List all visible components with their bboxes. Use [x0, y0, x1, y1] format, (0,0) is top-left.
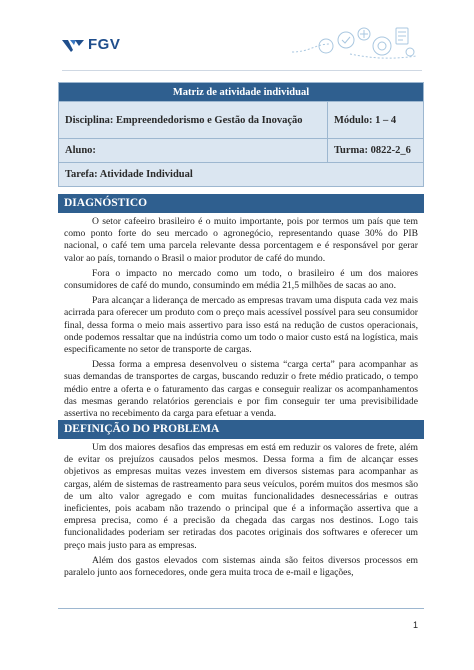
student-field: Aluno:: [59, 139, 328, 163]
problema-paragraph: Um dos maiores desafios das empresas em está em reduzir os valores de frete, além de evitar os prejuízos causados pelos mesmos. Dessa forma a fim de alcançar esses objetivos as empresas muitas vezes investem em diversos sistemas para acompanhar as cargas, além de sistemas de rastreamento para seus veículos, porém muitos dos mesmos são de um alto valor agregado e com muitas funcionalidades desnecessárias e outras ineficientes, pois acabam não trazendo o principal que é a informação assertiva que a empresa precisa, como é a precisão da chegada das cargas nos destinos. Logo tais funcionalidades poderiam ser retiradas dos pacotes originais dos softwares e oferecer um preço mais justo para as empresas.: [64, 442, 418, 551]
module-field: Módulo: 1 – 4: [328, 102, 424, 139]
problema-body: [64, 442, 418, 582]
problema-paragraph: Além dos gastos elevados com sistemas ainda são feitos diversos processos em paralelo junto aos fornecedores, onde gera muita troca de e-mail e ligações,: [64, 554, 418, 579]
page-header: [0, 0, 474, 70]
fgv-logo: [62, 36, 120, 53]
diagnostico-paragraph: O setor cafeeiro brasileiro é o muito importante, pois por termos um país que tem como ponto forte do seu mercado o agronegócio, representando quase 30% do PIB nacional, o café tem uma parcela relevante dessa porcentagem e é responsável por gerar valor ao país, tornando o Brasil o maior produtor de café do mundo.: [64, 216, 418, 264]
page-number: 1: [413, 620, 419, 630]
task-row: [59, 163, 424, 187]
table-title: Matriz de atividade individual: [59, 83, 424, 102]
decorative-icons-illustration: [290, 18, 420, 68]
diagnostico-paragraph: Para alcançar a liderança de mercado as empresas travam uma disputa cada vez mais acirrada para oferecer um produto com o preço mais acessível possível para seu consumidor final, dessa forma o meio mais assertivo para isso está na redução de custos operacionais, onde podemos ressaltar que na indústria como um todo o maior custo está na logística, mais especificamente no setor de transporte de cargas.: [64, 295, 418, 356]
diagnostico-heading: DIAGNÓSTICO: [58, 194, 424, 213]
problema-heading: DEFINIÇÃO DO PROBLEMA: [58, 420, 424, 439]
student-row: [59, 139, 424, 163]
header-divider: [62, 70, 422, 71]
logo-text: FGV: [88, 36, 121, 53]
activity-matrix-table: [58, 82, 424, 187]
footer-divider: [58, 608, 424, 609]
fgv-logo-icon: [62, 38, 84, 52]
task-field: Tarefa: Atividade Individual: [59, 163, 424, 187]
diagnostico-body: [64, 216, 418, 423]
discipline-row: [59, 102, 424, 139]
diagnostico-paragraph: Fora o impacto no mercado como um todo, o brasileiro é um dos maiores consumidores de café do mundo, consumindo em média 21,5 milhões de sacas ao ano.: [64, 267, 418, 292]
table-title-row: [59, 83, 424, 102]
discipline-field: Disciplina: Empreendedorismo e Gestão da Inovação: [59, 102, 328, 139]
class-field: Turma: 0822-2_6: [328, 139, 424, 163]
diagnostico-paragraph: Dessa forma a empresa desenvolveu o sistema “carga certa” para acompanhar as suas demandas de transportes de cargas, buscando reduzir o frete médio praticado, o tempo médio entre a oferta e o faturamento das cargas e conseguir realizar os acompanhamentos das mesmas gerando relatórios gerenciais e por fim conseguir ter uma previsibilidade assertiva no recebimento da carga para efetuar a venda.: [64, 359, 418, 420]
